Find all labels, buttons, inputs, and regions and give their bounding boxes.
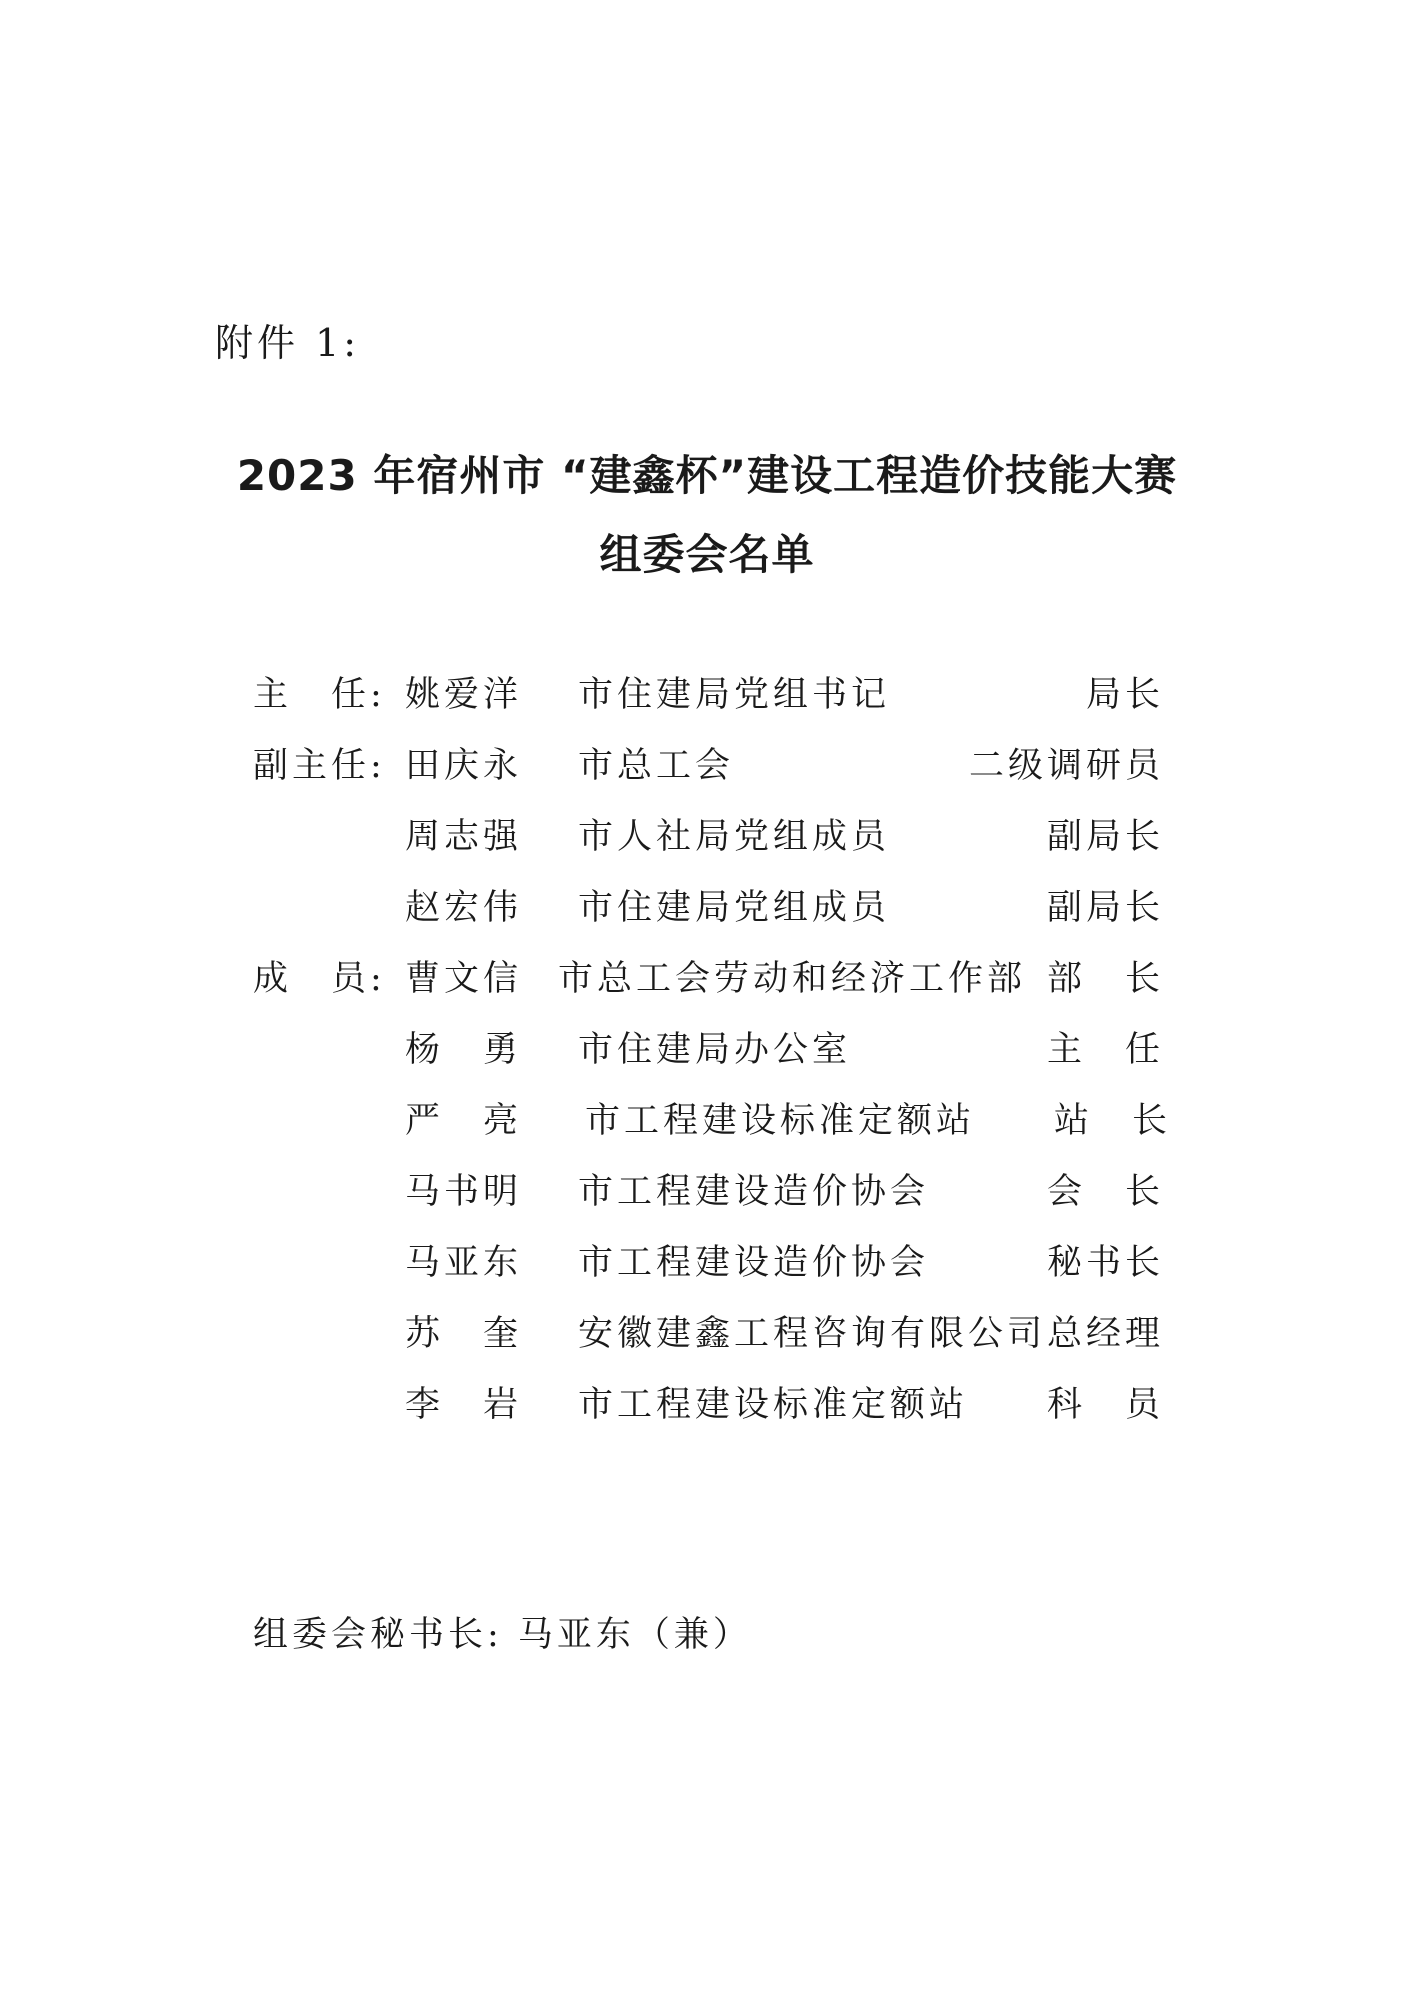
member-title: 二级调研员 (968, 746, 1164, 786)
committee-secretary: 组委会秘书长: 马亚东（兼） (253, 1615, 752, 1655)
member-organization: 市人社局党组成员 (578, 817, 891, 857)
document-title-line-1: 2023 年宿州市 “建鑫杯”建设工程造价技能大赛 (236, 451, 1178, 500)
member-title: 副局长 (1046, 817, 1164, 857)
member-title: 主 任 (1046, 1030, 1164, 1070)
member-organization: 市工程建设造价协会 (578, 1243, 930, 1283)
member-role: 成 员: (253, 959, 386, 999)
member-name: 周志强 (405, 817, 523, 857)
member-title: 局长 (1085, 675, 1164, 715)
member-row (0, 736, 1414, 796)
member-row (0, 1162, 1414, 1222)
member-title: 副局长 (1046, 888, 1164, 928)
member-title: 站 长 (1053, 1101, 1171, 1141)
member-name: 曹文信 (405, 959, 523, 999)
member-name: 赵宏伟 (405, 888, 523, 928)
member-row (0, 1233, 1414, 1293)
member-title: 部 长 (1046, 959, 1164, 999)
member-organization: 市总工会劳动和经济工作部 (558, 959, 1027, 999)
member-role: 主 任: (253, 675, 386, 715)
member-row (0, 1091, 1414, 1151)
member-row (0, 949, 1414, 1009)
member-organization: 市住建局党组成员 (578, 888, 891, 928)
member-organization: 市住建局党组书记 (578, 675, 891, 715)
member-title: 秘书长 (1046, 1243, 1164, 1283)
member-name: 田庆永 (405, 746, 523, 786)
member-name: 马书明 (405, 1172, 523, 1212)
member-name: 马亚东 (405, 1243, 523, 1283)
member-row (0, 807, 1414, 867)
member-organization: 市总工会 (578, 746, 735, 786)
member-organization: 市工程建设标准定额站 (578, 1385, 969, 1425)
member-role: 副主任: (253, 746, 386, 786)
member-organization: 安徽建鑫工程咨询有限公司 (578, 1314, 1047, 1354)
member-organization: 市住建局办公室 (578, 1030, 852, 1070)
member-organization: 市工程建设造价协会 (578, 1172, 930, 1212)
member-title: 会 长 (1046, 1172, 1164, 1212)
member-name: 姚爱洋 (405, 675, 523, 715)
member-organization: 市工程建设标准定额站 (585, 1101, 976, 1141)
member-row (0, 665, 1414, 725)
member-row (0, 1304, 1414, 1364)
member-row (0, 1375, 1414, 1435)
member-title: 科 员 (1046, 1385, 1164, 1425)
member-row (0, 878, 1414, 938)
member-row (0, 1020, 1414, 1080)
member-name: 苏 奎 (405, 1314, 523, 1354)
attachment-label: 附件 1: (215, 321, 361, 365)
member-name: 李 岩 (405, 1385, 523, 1425)
document-title-line-2: 组委会名单 (599, 530, 815, 579)
member-name: 严 亮 (405, 1101, 523, 1141)
member-name: 杨 勇 (405, 1030, 523, 1070)
member-title: 总经理 (1046, 1314, 1164, 1354)
